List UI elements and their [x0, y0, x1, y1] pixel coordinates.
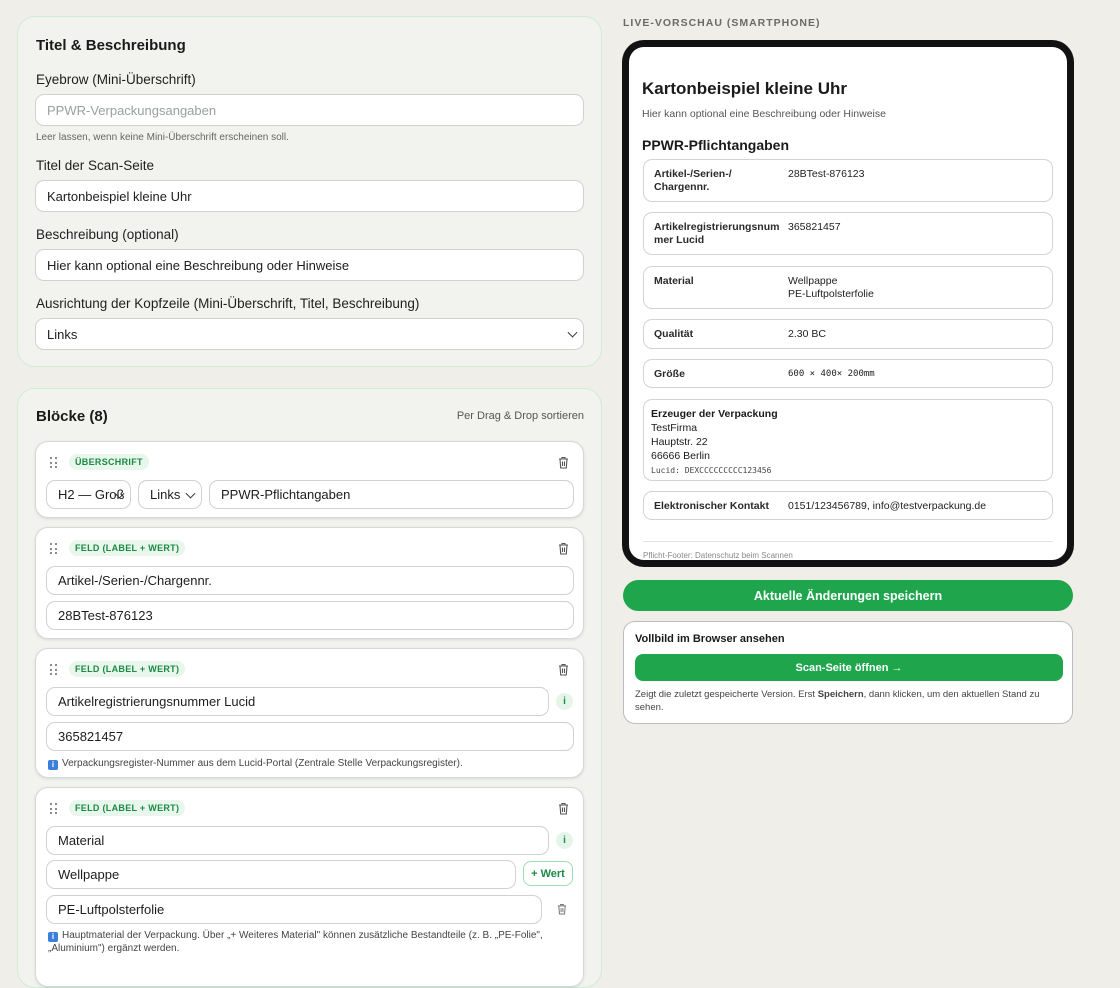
info-square-icon: i — [48, 932, 58, 942]
block-field-registration-number[interactable] — [35, 648, 584, 778]
block-field-material[interactable] — [35, 787, 584, 987]
description-label: Beschreibung (optional) — [36, 227, 179, 242]
field-label-value: Artikelregistrierungsnummer Lucid — [58, 694, 256, 709]
preview-row — [643, 212, 1053, 255]
eyebrow-hint: Leer lassen, wenn keine Mini-Überschrift erscheinen soll. — [36, 132, 289, 143]
live-preview-label: LIVE-VORSCHAU (SMARTPHONE) — [623, 17, 821, 29]
description-input-value: Hier kann optional eine Beschreibung oder Hinweise — [47, 257, 350, 273]
producer-name: TestFirma — [651, 422, 698, 434]
drag-handle-icon[interactable] — [50, 664, 58, 675]
add-value-button[interactable]: + Wert — [523, 861, 573, 886]
divider — [643, 541, 1053, 542]
block-type-badge: FELD (LABEL + WERT) — [69, 800, 185, 816]
drag-handle-icon[interactable] — [50, 457, 58, 468]
preview-description: Hier kann optional eine Beschreibung oder Hinweise — [642, 108, 886, 120]
block-field-article-number[interactable] — [35, 527, 584, 639]
block-heading[interactable] — [35, 441, 584, 518]
heading-align-value: Links — [150, 487, 181, 502]
fullscreen-title: Vollbild im Browser ansehen — [635, 633, 785, 645]
field-value: 28BTest-876123 — [58, 608, 153, 623]
preview-footer: Pflicht-Footer: Datenschutz beim Scannen — [643, 551, 793, 560]
eyebrow-label: Eyebrow (Mini-Überschrift) — [36, 72, 196, 87]
description-input[interactable] — [35, 249, 584, 281]
trash-icon[interactable] — [558, 802, 569, 815]
preview-row — [643, 359, 1053, 388]
field-label-input[interactable] — [46, 566, 574, 595]
field-value: 365821457 — [58, 729, 124, 744]
title-input[interactable] — [35, 180, 584, 212]
field-note — [48, 757, 463, 770]
field-value-input[interactable] — [46, 860, 516, 889]
field-label-value: Artikel-/Serien-/Chargennr. — [58, 573, 212, 588]
field-value-input[interactable] — [46, 601, 574, 630]
trash-icon[interactable] — [558, 542, 569, 555]
preview-producer-card — [643, 399, 1053, 481]
heading-align-select[interactable] — [138, 480, 202, 509]
preview-section-heading: PPWR-Pflichtangaben — [642, 137, 790, 153]
eyebrow-input[interactable] — [35, 94, 584, 126]
trash-icon[interactable] — [558, 663, 569, 676]
trash-icon[interactable] — [557, 903, 567, 915]
blocks-heading: Blöcke (8) — [36, 408, 108, 425]
preview-row-value: Wellpappe PE-Luftpolsterfolie — [788, 275, 874, 300]
fullscreen-note: Zeigt die zuletzt gespeicherte Version. Erst Speichern, dann klicken, um den aktuellen Stand zu sehen. — [635, 689, 1040, 713]
preview-row-value: 2.30 BC — [788, 328, 826, 340]
chevron-down-icon — [568, 328, 578, 338]
field-label-value: Material — [58, 833, 105, 848]
smartphone-screen — [629, 47, 1067, 560]
preview-row — [643, 491, 1053, 520]
smartphone-frame — [622, 40, 1074, 567]
field-note — [48, 929, 573, 955]
alignment-select-value: Links — [47, 326, 78, 342]
drag-handle-icon[interactable] — [50, 803, 58, 814]
trash-icon[interactable] — [558, 456, 569, 469]
field-note-text-line1: Hauptmaterial der Verpackung. Über „+ Weiteres Material" können zusätzliche Bestandteile (z. B. „PE-Folie", — [62, 930, 543, 941]
field-value-input[interactable] — [46, 722, 574, 751]
preview-row — [643, 266, 1053, 309]
fullscreen-box — [623, 621, 1073, 724]
producer-street: Hauptstr. 22 — [651, 436, 708, 448]
producer-lucid: Lucid: DEXCCCCCCCCC123456 — [651, 466, 772, 475]
preview-row-value: 365821457 — [788, 221, 841, 233]
field-value: Wellpappe — [58, 867, 120, 882]
block-type-badge: FELD (LABEL + WERT) — [69, 661, 185, 677]
alignment-label: Ausrichtung der Kopfzeile (Mini-Überschrift, Titel, Beschreibung) — [36, 296, 420, 311]
preview-title: Kartonbeispiel kleine Uhr — [642, 79, 847, 98]
info-icon[interactable]: i — [556, 832, 573, 849]
block-type-badge: ÜBERSCHRIFT — [69, 454, 149, 470]
heading-size-select[interactable] — [46, 480, 131, 509]
preview-row-key: Material — [654, 275, 694, 287]
preview-row-key: Qualität — [654, 328, 694, 340]
preview-row-value: 600 × 400× 200mm — [788, 369, 875, 379]
preview-row-key: Artikelregistrierungsnum mer Lucid — [654, 221, 780, 246]
blocks-panel — [17, 388, 602, 988]
drag-handle-icon[interactable] — [50, 543, 58, 554]
preview-row-key: Größe — [654, 368, 685, 380]
info-icon[interactable]: i — [556, 693, 573, 710]
panel-heading: Titel & Beschreibung — [36, 37, 186, 54]
heading-size-value: H2 — Groß — [58, 487, 125, 502]
info-square-icon: i — [48, 760, 58, 770]
field-label-input[interactable] — [46, 687, 549, 716]
field-value-2: PE-Luftpolsterfolie — [58, 902, 165, 917]
open-scan-page-button[interactable]: Scan-Seite öffnen → — [635, 654, 1063, 681]
preview-row-value: 28BTest-876123 — [788, 168, 865, 180]
field-note-text-line2: „Aluminium") ergänzt werden. — [48, 943, 180, 954]
field-value-input-2[interactable] — [46, 895, 542, 924]
field-label-input[interactable] — [46, 826, 549, 855]
heading-text-value: PPWR-Pflichtangaben — [221, 487, 351, 502]
preview-row — [643, 159, 1053, 202]
producer-city: 66666 Berlin — [651, 450, 710, 462]
sort-hint: Per Drag & Drop sortieren — [456, 410, 584, 422]
preview-row-key: Elektronischer Kontakt — [654, 500, 769, 512]
field-note-text: Verpackungsregister-Nummer aus dem Lucid-Portal (Zentrale Stelle Verpackungsregister). — [62, 758, 463, 769]
title-description-panel — [17, 16, 602, 367]
preview-row-key: Artikel-/Serien-/ Chargennr. — [654, 168, 732, 193]
preview-row-value: 0151/123456789, info@testverpackung.de — [788, 500, 987, 512]
producer-block — [651, 407, 778, 478]
eyebrow-placeholder: PPWR-Verpackungsangaben — [47, 102, 217, 118]
preview-row — [643, 319, 1053, 349]
block-type-badge: FELD (LABEL + WERT) — [69, 540, 185, 556]
title-input-value: Kartonbeispiel kleine Uhr — [47, 188, 192, 204]
producer-heading: Erzeuger der Verpackung — [651, 408, 778, 420]
title-label: Titel der Scan-Seite — [36, 158, 155, 173]
alignment-select[interactable] — [35, 318, 584, 350]
chevron-down-icon — [186, 488, 196, 498]
heading-text-input[interactable] — [209, 480, 574, 509]
save-changes-button[interactable]: Aktuelle Änderungen speichern — [623, 580, 1073, 611]
